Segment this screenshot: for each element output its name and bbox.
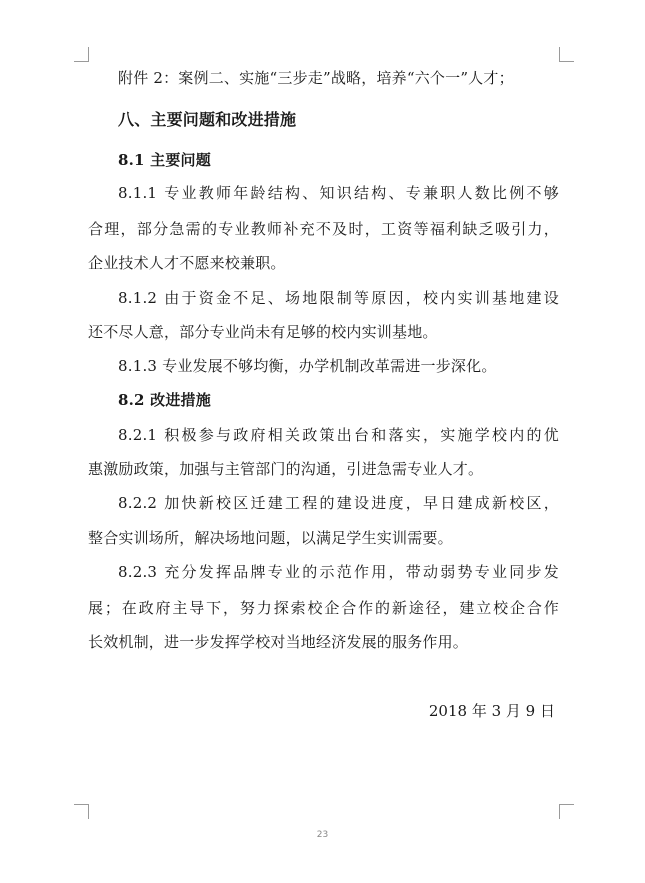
paragraph-line: 8.2.3 充分发挥品牌专业的示范作用，带动弱势专业同步发 — [118, 563, 559, 581]
paragraph-line: 8.1.3 专业发展不够均衡，办学机制改革需进一步深化。 — [118, 357, 497, 375]
page-number: 23 — [316, 830, 329, 840]
paragraph-line: 企业技术人才不愿来校兼职。 — [88, 254, 286, 272]
crop-mark-bottom-left — [74, 804, 89, 819]
paragraph-line: 整合实训场所，解决场地问题，以满足学生实训需要。 — [88, 529, 453, 547]
paragraph-line: 8.1.1 专业教师年龄结构、知识结构、专兼职人数比例不够 — [118, 184, 559, 202]
paragraph-line: 展；在政府主导下，努力探索校企合作的新途径，建立校企合作 — [88, 599, 559, 617]
paragraph-line: 8.2.1 积极参与政府相关政策出台和落实，实施学校内的优 — [118, 426, 559, 444]
subsection-title-measures: 8.2 改进措施 — [118, 391, 211, 409]
crop-mark-bottom-right — [559, 804, 574, 819]
paragraph-line: 8.1.2 由于资金不足、场地限制等原因，校内实训基地建设 — [118, 289, 559, 307]
paragraph-line: 合理，部分急需的专业教师补充不及时，工资等福利缺乏吸引力， — [88, 220, 559, 238]
paragraph-line: 惠激励政策，加强与主管部门的沟通，引进急需专业人才。 — [88, 460, 484, 478]
crop-mark-top-left — [74, 47, 89, 62]
paragraph-line: 8.2.2 加快新校区迁建工程的建设进度，早日建成新校区， — [118, 494, 559, 512]
crop-mark-top-right — [559, 47, 574, 62]
subsection-title-problems: 8.1 主要问题 — [118, 151, 211, 169]
document-date: 2018 年 3 月 9 日 — [428, 702, 555, 720]
paragraph-line: 还不尽人意，部分专业尚未有足够的校内实训基地。 — [88, 323, 438, 341]
paragraph-line: 长效机制，进一步发挥学校对当地经济发展的服务作用。 — [88, 633, 469, 651]
attachment-line: 附件 2：案例二、实施“三步走”战略，培养“六个一”人才； — [118, 69, 514, 87]
section-title: 八、主要问题和改进措施 — [118, 110, 297, 129]
